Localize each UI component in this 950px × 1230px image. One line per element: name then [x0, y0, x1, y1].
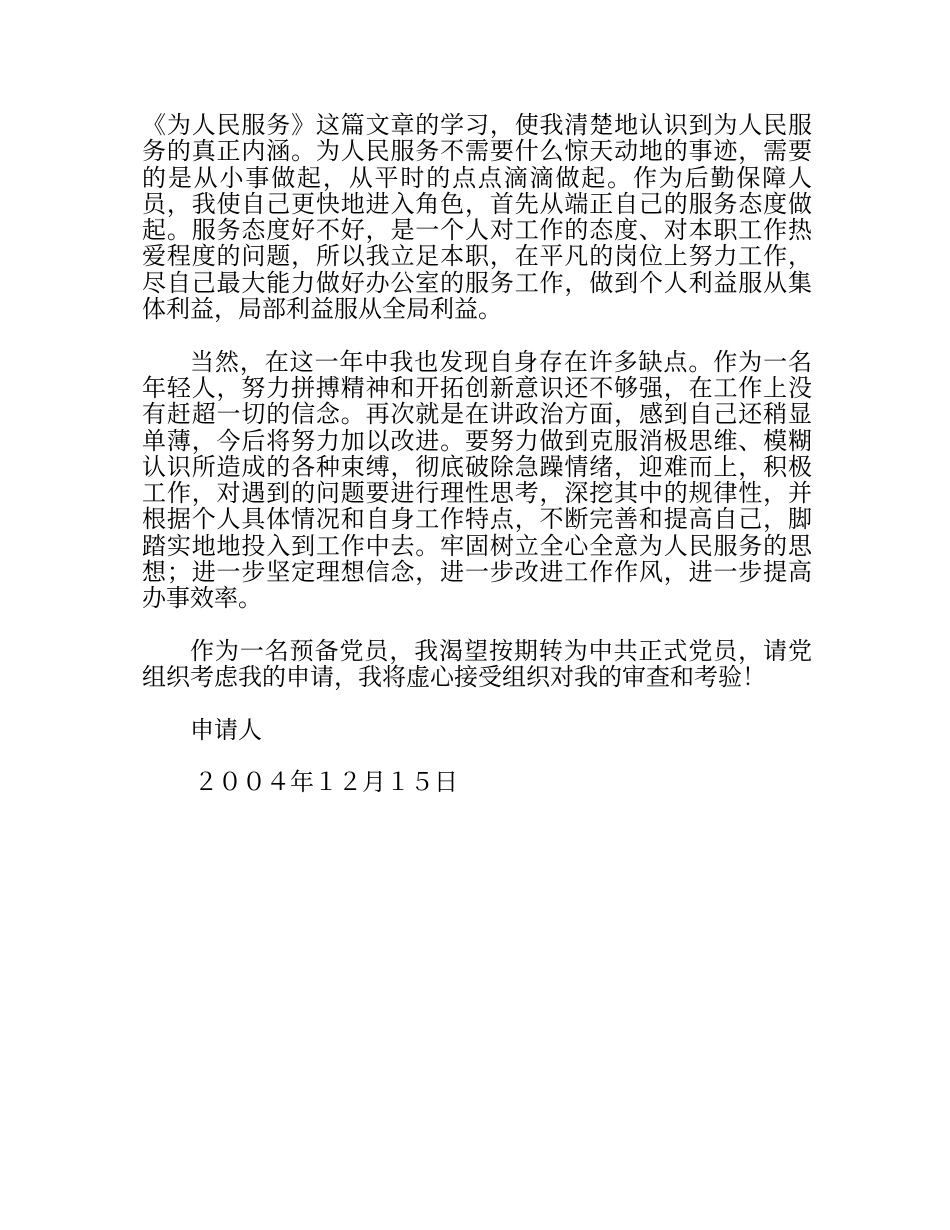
paragraph-2: 当然，在这一年中我也发现自身存在许多缺点。作为一名年轻人，努力拼搏精神和开拓创新意识还不够强，在工作上没有赶超一切的信念。再次就是在讲政治方面，感到自己还稍显单薄，今后将努力加以改进。要努力做到克服消极思维、模糊认识所造成的各种束缚，彻底破除急躁情绪，迎难而上，积极工作，对遇到的问题要进行理性思考，深挖其中的规律性，并根据个人具体情况和自身工作特点，不断完善和提高自己，脚踏实地地投入到工作中去。牢固树立全心全意为人民服务的思想；进一步坚定理想信念，进一步改进工作作风，进一步提高办事效率。 — [142, 347, 812, 613]
paragraph-gap — [142, 691, 812, 717]
signer-label: 申请人 — [190, 715, 262, 744]
document-page — [142, 112, 812, 796]
paragraph-gap — [142, 743, 812, 769]
paragraph-gap — [142, 612, 812, 638]
paragraph-1: 《为人民服务》这篇文章的学习，使我清楚地认识到为人民服务的真正内涵。为人民服务不需要什么惊天动地的事迹，需要的是从小事做起，从平时的点点滴滴做起。作为后勤保障人员，我使自己更快地进入角色，首先从端正自己的服务态度做起。服务态度好不好，是一个人对工作的态度、对本职工作热爱程度的问题，所以我立足本职，在平凡的岗位上努力工作，尽自己最大能力做好办公室的服务工作，做到个人利益服从集体利益，局部利益服从全局利益。 — [142, 111, 812, 324]
date-line: ２００４年１２月１５日 — [194, 768, 458, 797]
paragraph-gap — [142, 322, 812, 348]
paragraph-3: 作为一名预备党员，我渴望按期转为中共正式党员，请党组织考虑我的申请，我将虚心接受组织对我的审查和考验！ — [142, 636, 812, 692]
